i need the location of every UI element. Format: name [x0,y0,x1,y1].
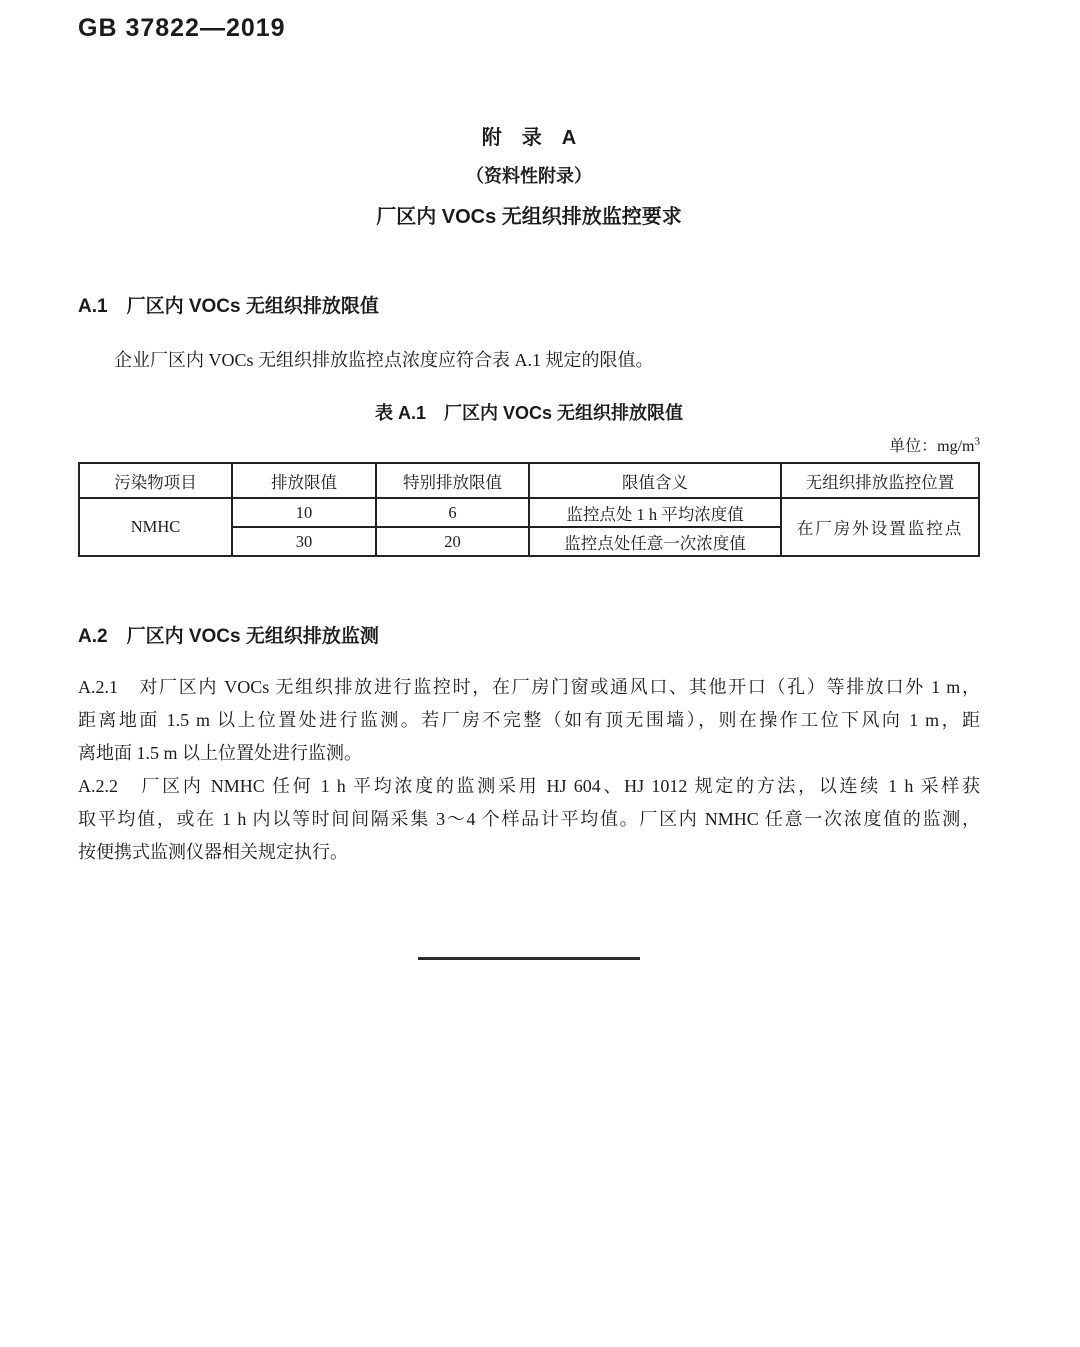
a22-line-1: A.2.2 厂区内 NMHC 任何 1 h 平均浓度的监测采用 HJ 604、HJ 1012 规定的方法，以连续 1 h 采样获 [78,776,980,796]
table-a1-caption: 表 A.1 厂区内 VOCs 无组织排放限值 [374,403,684,423]
limits-table [78,462,980,557]
a22-line-2: 取平均值，或在 1 h 内以等时间间隔采集 3～4 个样品计平均值。厂区内 NMHC 任意一次浓度值的监测， [78,809,980,829]
col-header-location: 无组织排放监控位置 [781,463,979,498]
col-header-special-limit: 特别排放限值 [376,463,529,498]
appendix-title-block [78,121,980,229]
cell-limit-2: 30 [232,527,376,556]
table-header-row [79,463,979,498]
col-header-limit: 排放限值 [232,463,376,498]
col-header-meaning: 限值含义 [529,463,781,498]
footer-divider [418,957,640,960]
a22-line-3: 按便携式监测仪器相关规定执行。 [78,842,348,862]
appendix-heading: 厂区内 VOCs 无组织排放监控要求 [376,206,682,228]
section-a1-paragraph: 企业厂区内 VOCs 无组织排放监控点浓度应符合表 A.1 规定的限值。 [114,350,654,370]
appendix-title: 附 录 A [481,127,577,149]
cell-special-limit-1: 6 [376,498,529,527]
a21-line-1: A.2.1 对厂区内 VOCs 无组织排放进行监控时，在厂房门窗或通风口、其他开口（孔）等排放口外 1 m， [78,677,980,697]
cell-meaning-2: 监控点处任意一次浓度值 [529,527,781,556]
a21-line-3: 离地面 1.5 m 以上位置处进行监测。 [78,743,362,763]
paragraph-a21 [78,671,980,770]
cell-pollutant: NMHC [79,498,232,556]
paragraph-a22 [78,770,980,869]
doc-code: GB 37822—2019 [78,14,286,42]
cell-monitoring-location: 在厂房外设置监控点 [781,498,979,556]
a21-line-2: 距离地面 1.5 m 以上位置处进行监测。若厂房不完整（如有顶无围墙），则在操作工位下风向 1 m，距 [78,710,980,730]
unit-text: 单位：mg/m [889,438,975,455]
unit-superscript: 3 [974,435,980,448]
table-unit-label [78,433,980,456]
cell-special-limit-2: 20 [376,527,529,556]
cell-limit-1: 10 [232,498,376,527]
section-a2-heading: A.2 厂区内 VOCs 无组织排放监测 [78,626,379,647]
table-row [79,498,979,527]
appendix-subtitle: （资料性附录） [466,166,592,186]
col-header-pollutant: 污染物项目 [79,463,232,498]
section-a1-heading: A.1 厂区内 VOCs 无组织排放限值 [78,296,379,317]
cell-meaning-1: 监控点处 1 h 平均浓度值 [529,498,781,527]
